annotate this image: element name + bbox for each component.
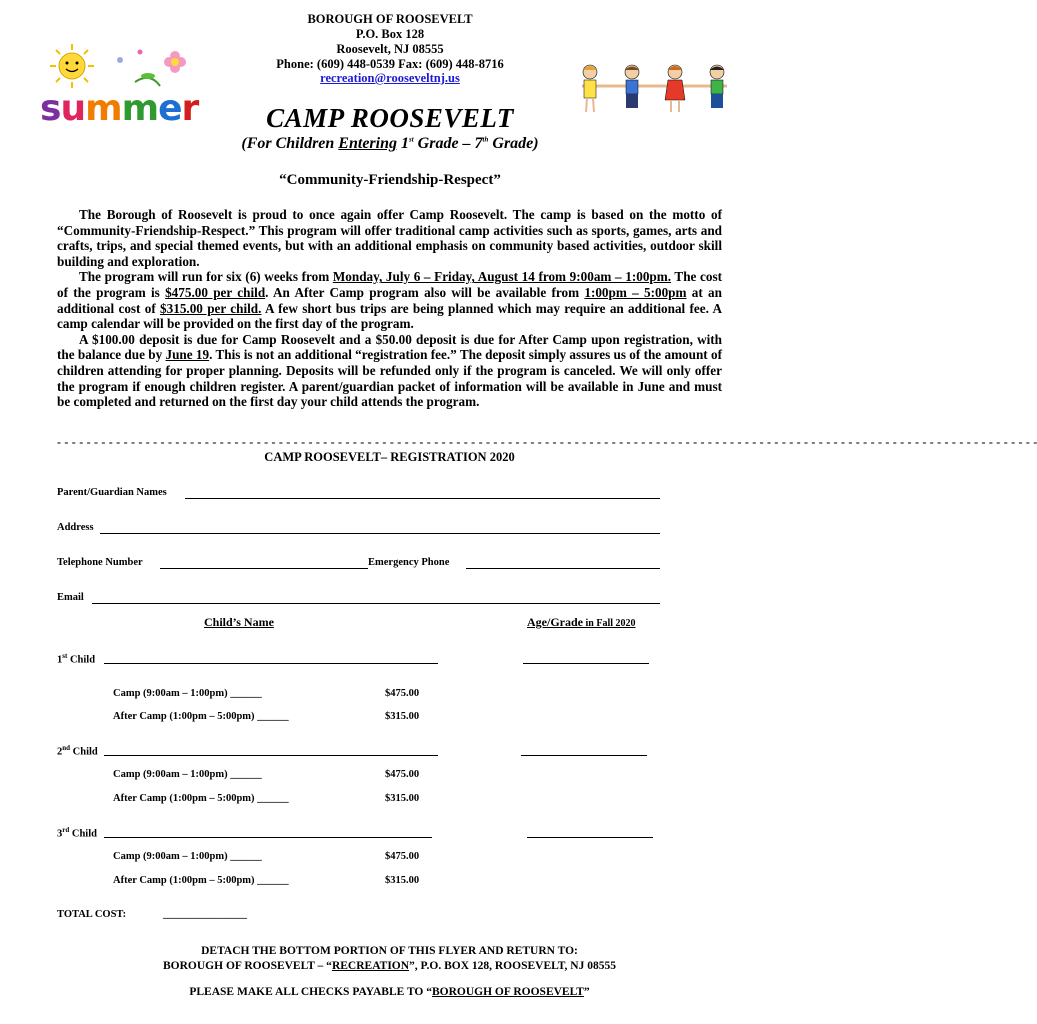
po-box: P.O. Box 128 (355, 27, 425, 41)
child-1-after-option[interactable]: After Camp (1:00pm – 5:00pm) ______ (113, 711, 289, 722)
child-1-camp-option[interactable]: Camp (9:00am – 1:00pm) ______ (113, 688, 262, 699)
age-grade-header: Age/Grade in Fall 2020 (527, 615, 636, 629)
paragraph-2: The program will run for six (6) weeks from Monday, July 6 – Friday, August 14 from 9:00am – 1:00pm. The cost of the program is $475.00 per child. An After Camp program also will be available from 1:00pm – 5:00pm at an additional cost of $315.00 per child. A few short bus trips are being planned which may require an additional fee. A camp calendar will be provided on the first day of the program. (57, 269, 723, 332)
child-1-name-field[interactable] (104, 662, 438, 664)
child-3-age-field[interactable] (527, 836, 653, 838)
child-2-camp-price: $475.00 (385, 769, 420, 780)
emergency-field[interactable] (466, 567, 660, 569)
org-name: BOROUGH OF ROOSEVELT (307, 12, 473, 26)
child-1-camp-price: $475.00 (385, 688, 420, 699)
child-3-name-field[interactable] (104, 836, 432, 838)
telephone-field[interactable] (160, 567, 368, 569)
return-address: BOROUGH OF ROOSEVELT – “RECREATION”, P.O. BOX 128, ROOSEVELT, NJ 08555 (163, 960, 616, 972)
page-subtitle: (For Children Entering 1st Grade – 7th Grade) (241, 135, 539, 152)
payable-instruction: PLEASE MAKE ALL CHECKS PAYABLE TO “BOROUGH OF ROOSEVELT” (189, 986, 590, 998)
city-line: Roosevelt, NJ 08555 (336, 42, 444, 56)
emergency-label: Emergency Phone (368, 557, 450, 568)
total-cost-label: TOTAL COST: (57, 909, 127, 920)
address-label: Address (57, 522, 94, 533)
detach-divider: - - - - - - - - - - - - - - - - - - - - - - - - - - - - - - - - - - - - - - - - - - - - - - - - - - - - - - - - - - - - - - - - - - - - - - - - - - - - - - - - - - - - - - - - - - - - - - - - - - - - - - - - - - - - - - - - - - - - - - - - - - - - - - - - - - - - - (57, 435, 1037, 449)
child-3-after-option[interactable]: After Camp (1:00pm – 5:00pm) ______ (113, 875, 289, 886)
child-2-label: 2nd Child (57, 744, 98, 758)
child-1-age-field[interactable] (523, 662, 649, 664)
paragraph-3: A $100.00 deposit is due for Camp Roosevelt and a $50.00 deposit is due for After Camp upon registration, with the balance due by June 19. This is not an additional “registration fee.” The deposit simply assures us of the amount of children attending for proper planning. Deposits will be refunded only if the program is canceled. We will only offer the program if enough children register. A parent/guardian packet of information will be available in June and must be completed and returned on the first day your child attends the program. (57, 331, 722, 410)
summer-logo: summer (40, 88, 199, 129)
email-field[interactable] (92, 602, 660, 604)
parent-label: Parent/Guardian Names (57, 487, 167, 498)
total-cost-field[interactable]: ________________ (163, 909, 247, 920)
child-2-name-field[interactable] (104, 754, 438, 756)
parent-field[interactable] (185, 497, 660, 499)
child-3-camp-price: $475.00 (385, 851, 420, 862)
child-3-camp-option[interactable]: Camp (9:00am – 1:00pm) ______ (113, 851, 262, 862)
child-2-after-option[interactable]: After Camp (1:00pm – 5:00pm) ______ (113, 793, 289, 804)
child-2-after-price: $315.00 (385, 793, 420, 804)
description (57, 207, 722, 410)
email-label: Email (57, 592, 84, 603)
sun-icon (40, 42, 190, 92)
motto: “Community-Friendship-Respect” (279, 172, 501, 188)
paragraph-1: The Borough of Roosevelt is proud to once again offer Camp Roosevelt. The camp is based on the motto of “Community-Friendship-Respect.” This program will offer traditional camp activities such as sports, games, arts and crafts, trips, and special themed events, but with an additional emphasis on community based activities, outdoor skill building and exploration. (57, 207, 722, 269)
child-name-header: Child’s Name (204, 615, 274, 629)
email-link[interactable]: recreation@rooseveltnj.us (320, 71, 460, 85)
detach-instruction: DETACH THE BOTTOM PORTION OF THIS FLYER AND RETURN TO: (201, 945, 578, 957)
child-3-label: 3rd Child (57, 826, 97, 840)
child-1-after-price: $315.00 (385, 711, 420, 722)
address-field[interactable] (100, 532, 660, 534)
registration-title: CAMP ROOSEVELT– REGISTRATION 2020 (264, 450, 515, 464)
child-2-camp-option[interactable]: Camp (9:00am – 1:00pm) ______ (113, 769, 262, 780)
phone-fax: Phone: (609) 448-0539 Fax: (609) 448-8716 (276, 57, 504, 71)
child-2-age-field[interactable] (521, 754, 647, 756)
telephone-label: Telephone Number (57, 557, 143, 568)
child-1-label: 1st Child (57, 652, 96, 666)
child-3-after-price: $315.00 (385, 875, 420, 886)
page-title: CAMP ROOSEVELT (266, 103, 514, 133)
